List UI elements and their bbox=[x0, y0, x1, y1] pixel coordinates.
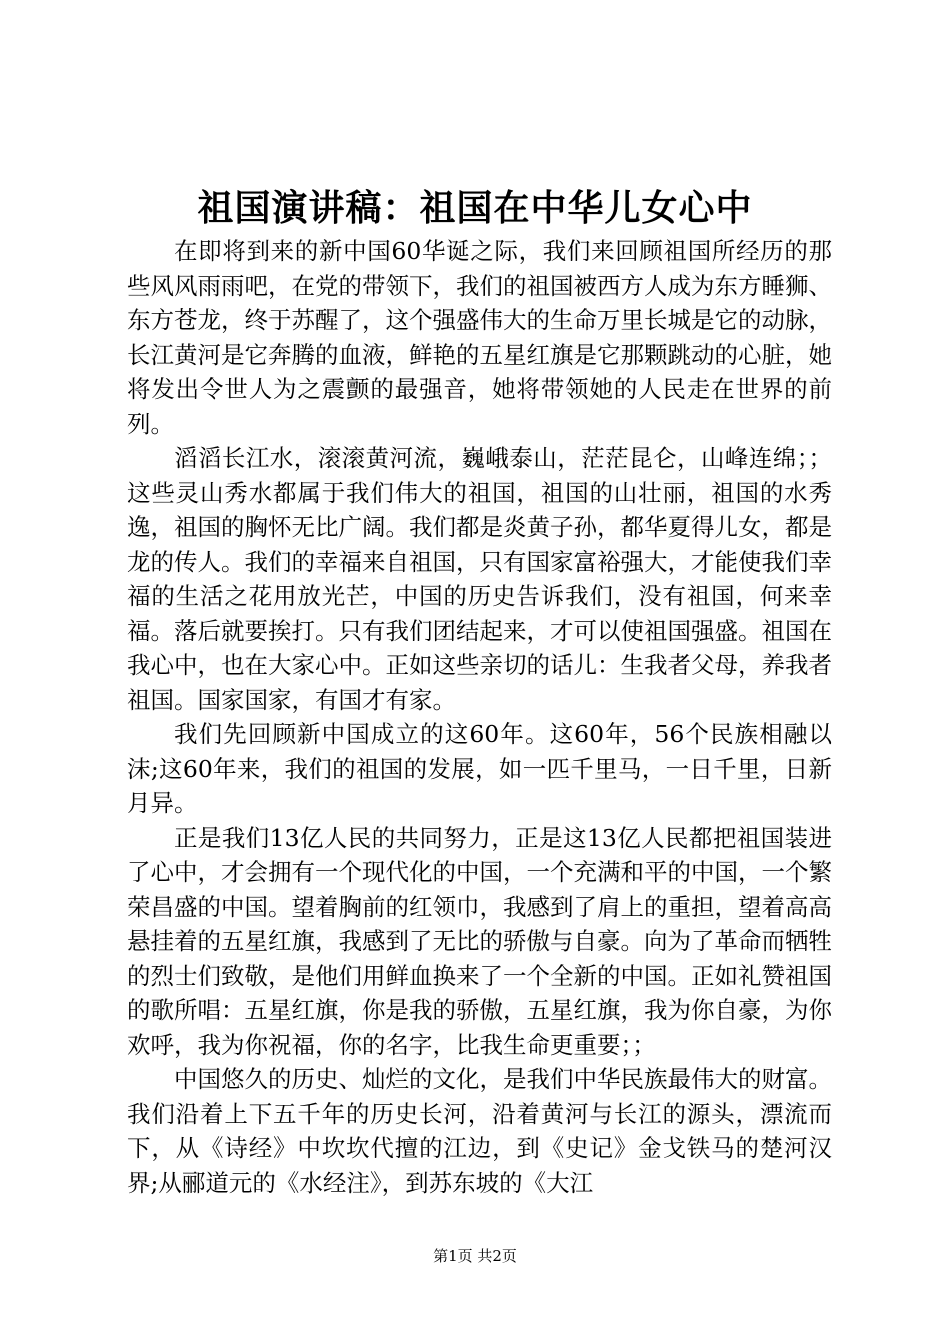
paragraph-1: 在即将到来的新中国60华诞之际，我们来回顾祖国所经历的那些风风雨雨吧，在党的带领下，我们的祖国被西方人成为东方睡狮、东方苍龙，终于苏醒了，这个强盛伟大的生命万里长城是它的动脉，长江黄河是它奔腾的血液，鲜艳的五星红旗是它那颗跳动的心脏，她将发出令世人为之震颤的最强音，她将带领她的人民走在世界的前列。 bbox=[127, 237, 832, 438]
paragraph-2: 滔滔长江水，滚滚黄河流，巍峨泰山，茫茫昆仑，山峰连绵；；这些灵山秀水都属于我们伟大的祖国，祖国的山壮丽，祖国的水秀逸，祖国的胸怀无比广阔。我们都是炎黄子孙，都华夏得儿女，都是龙的传人。我们的幸福来自祖国，只有国家富裕强大，才能使我们幸福的生活之花用放光芒，中国的历史告诉我们，没有祖国，何来幸福。落后就要挨打。只有我们团结起来，才可以使祖国强盛。祖国在我心中，也在大家心中。正如这些亲切的话儿：生我者父母，养我者祖国。国家国家，有国才有家。 bbox=[127, 444, 832, 714]
paragraph-3: 我们先回顾新中国成立的这60年。这60年，56个民族相融以沫;这60年来，我们的祖国的发展，如一匹千里马，一日千里，日新月异。 bbox=[127, 720, 832, 817]
page-number-footer: 第1页 共2页 bbox=[433, 1247, 517, 1265]
document-body bbox=[127, 234, 832, 1200]
paragraph-5: 中国悠久的历史、灿烂的文化，是我们中华民族最伟大的财富。我们沿着上下五千年的历史长河，沿着黄河与长江的源头，漂流而下，从《诗经》中坎坎代擅的江边，到《史记》金戈铁马的楚河汉界;从郦道元的《水经注》，到苏东坡的《大江 bbox=[127, 1065, 832, 1197]
document-title: 祖国演讲稿：祖国在中华儿女心中 bbox=[197, 187, 753, 229]
paragraph-4: 正是我们13亿人民的共同努力，正是这13亿人民都把祖国装进了心中，才会拥有一个现代化的中国，一个充满和平的中国，一个繁荣昌盛的中国。望着胸前的红领巾，我感到了肩上的重担，望着高高悬挂着的五星红旗，我感到了无比的骄傲与自豪。向为了革命而牺牲的烈士们致敬，是他们用鲜血换来了一个全新的中国。正如礼赞祖国的歌所唱：五星红旗，你是我的骄傲，五星红旗，我为你自豪，为你欢呼，我为你祝福，你的名字，比我生命更重要；； bbox=[127, 823, 832, 1059]
